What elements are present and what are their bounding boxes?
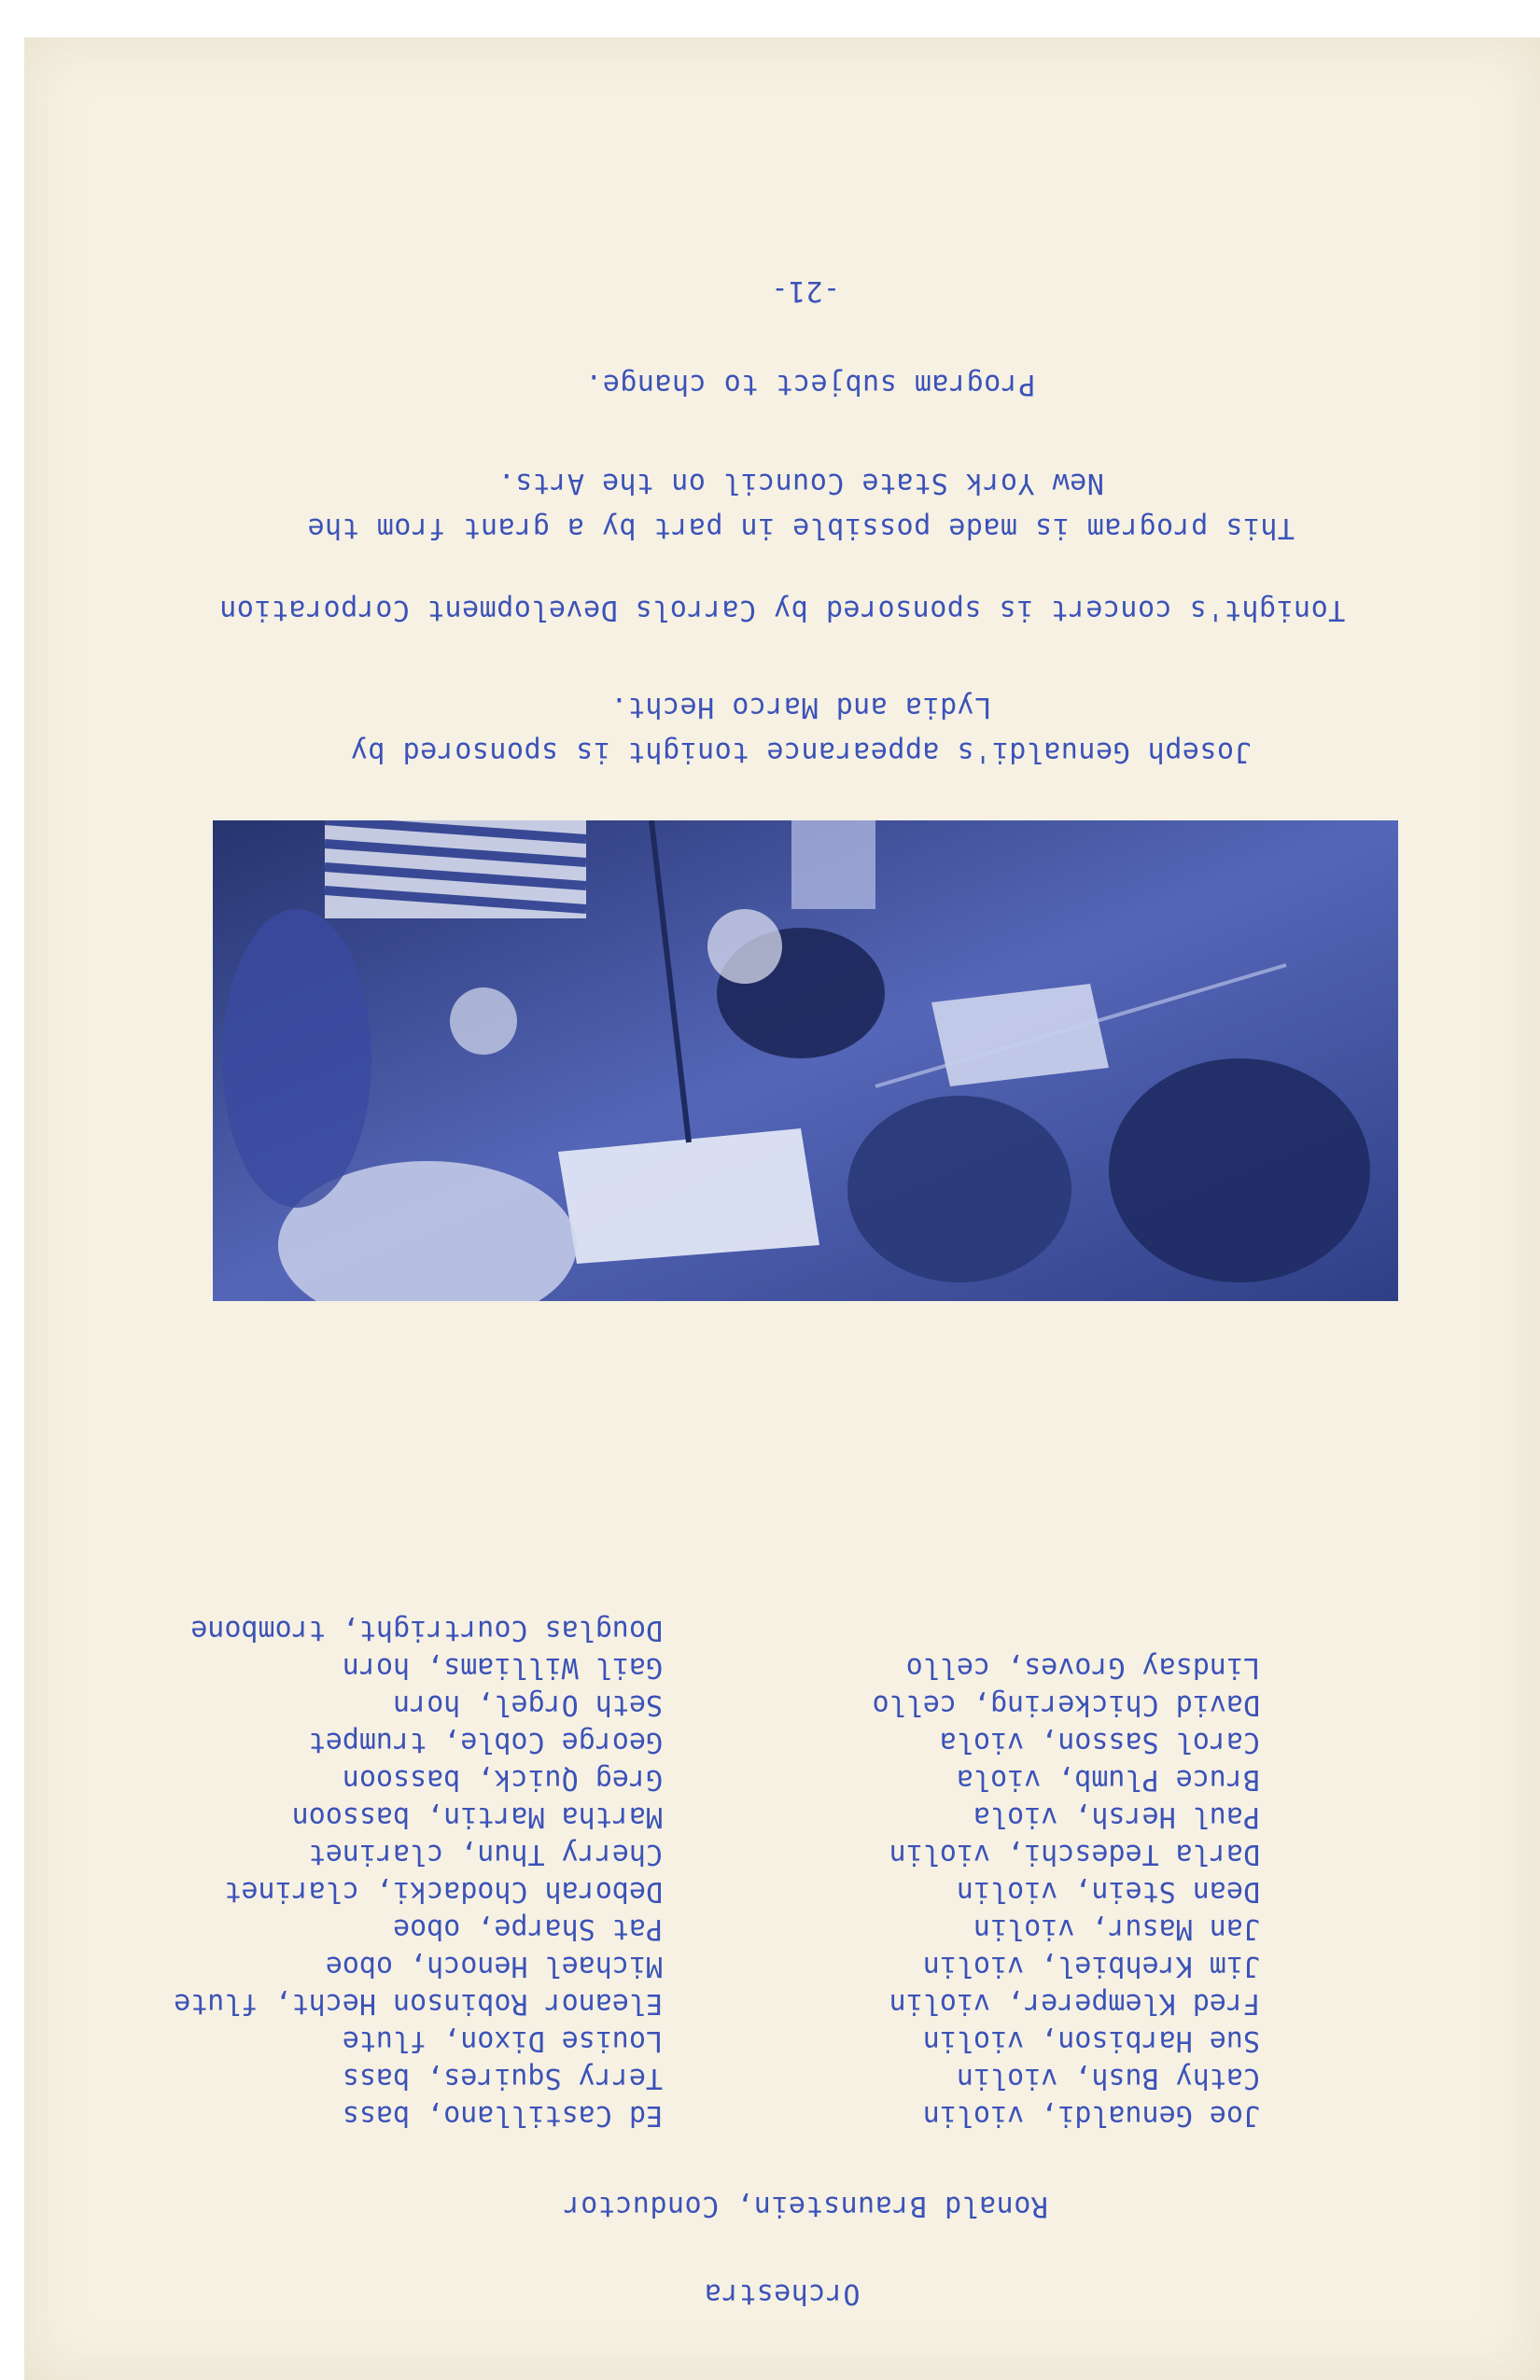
roster-left-entry: Sue Harbison, violin xyxy=(922,2024,1260,2057)
program-page xyxy=(24,37,1540,2380)
roster-right-entry: George Coble, trumpet xyxy=(308,1726,663,1758)
roster-left-entry: Jan Masur, violin xyxy=(973,1912,1260,1945)
roster-row xyxy=(233,1687,1260,1721)
roster-right-entry: Gail Williams, horn xyxy=(342,1651,663,1684)
roster-left-entry: Paul Hersh, viola xyxy=(973,1800,1260,1833)
roster-right-entry: Douglas Courtright, trombone xyxy=(190,1614,663,1646)
sponsor-concert: Tonight's concert is sponsored by Carrols Development Corporation xyxy=(218,594,1346,626)
roster-left-entry: Jim Krehbiel, violin xyxy=(922,1950,1260,1982)
roster-left-entry: Carol Sasson, viola xyxy=(939,1726,1260,1758)
sponsor-genualdi-line: Joseph Genualdi's appearance tonight is sponsored by xyxy=(350,735,1252,768)
roster-left-entry: Fred Klemperer, violin xyxy=(889,1987,1260,2020)
page-number: -21- xyxy=(770,274,841,307)
orchestra-roster xyxy=(174,1609,1260,2132)
change-notice: Program subject to change. xyxy=(584,368,1036,400)
roster-left-entry: Joe Genualdi, violin xyxy=(922,2099,1260,2132)
roster-row xyxy=(233,1799,1260,1833)
roster-right-entry: Pat Sharpe, oboe xyxy=(393,1912,663,1945)
roster-right-entry: Seth Orgel, horn xyxy=(393,1688,663,1721)
conductor-line: Ronald Braunstein, Conductor xyxy=(563,2190,1048,2222)
orchestra-heading: Orchestra xyxy=(704,2277,861,2310)
roster-left-entry: Darla Tedeschi, violin xyxy=(889,1838,1260,1870)
roster-left-entry: Lindsay Groves, cello xyxy=(905,1651,1260,1684)
roster-row xyxy=(233,1650,1260,1684)
roster-row xyxy=(233,2023,1260,2057)
roster-right-entry: Martha Martin, bassoon xyxy=(291,1800,663,1833)
roster-row xyxy=(190,1613,1260,1646)
rehearsal-photo xyxy=(213,820,1398,1301)
roster-row xyxy=(233,1762,1260,1796)
roster-left-entry: Dean Stein, violin xyxy=(956,1875,1260,1908)
roster-row xyxy=(233,2098,1260,2132)
roster-row xyxy=(233,1837,1260,1870)
roster-row xyxy=(233,1911,1260,1945)
sponsor-genualdi-line: Lydia and Marco Hecht. xyxy=(609,691,992,723)
roster-row xyxy=(174,1986,1260,2020)
rehearsal-photo-image xyxy=(213,820,1398,1301)
roster-row xyxy=(233,1725,1260,1758)
roster-right-entry: Terry Squires, bass xyxy=(342,2062,663,2094)
roster-right-entry: Louise Dixon, flute xyxy=(342,2024,663,2057)
roster-row xyxy=(224,1874,1260,1908)
roster-right-entry: Ed Castillano, bass xyxy=(342,2099,663,2132)
roster-row xyxy=(233,2061,1260,2094)
roster-right-entry: Michael Henoch, oboe xyxy=(325,1950,663,1982)
roster-right-entry: Eleanor Robinson Hecht, flute xyxy=(174,1987,663,2020)
roster-right-entry: Deborah Chodacki, clarinet xyxy=(224,1875,663,1908)
roster-right-entry: Cherry Thun, clarinet xyxy=(308,1838,663,1870)
roster-left-entry: Bruce Plumb, viola xyxy=(956,1763,1260,1796)
roster-row xyxy=(233,1949,1260,1982)
roster-left-entry: David Chickering, cello xyxy=(872,1688,1260,1721)
roster-left-entry: Cathy Bush, violin xyxy=(956,2062,1260,2094)
grant-statement-line: New York State Council on the Arts. xyxy=(497,467,1104,499)
grant-statement-line: This program is made possible in part by a grant from the xyxy=(307,511,1295,544)
roster-right-entry: Greg Quick, bassoon xyxy=(342,1763,663,1796)
